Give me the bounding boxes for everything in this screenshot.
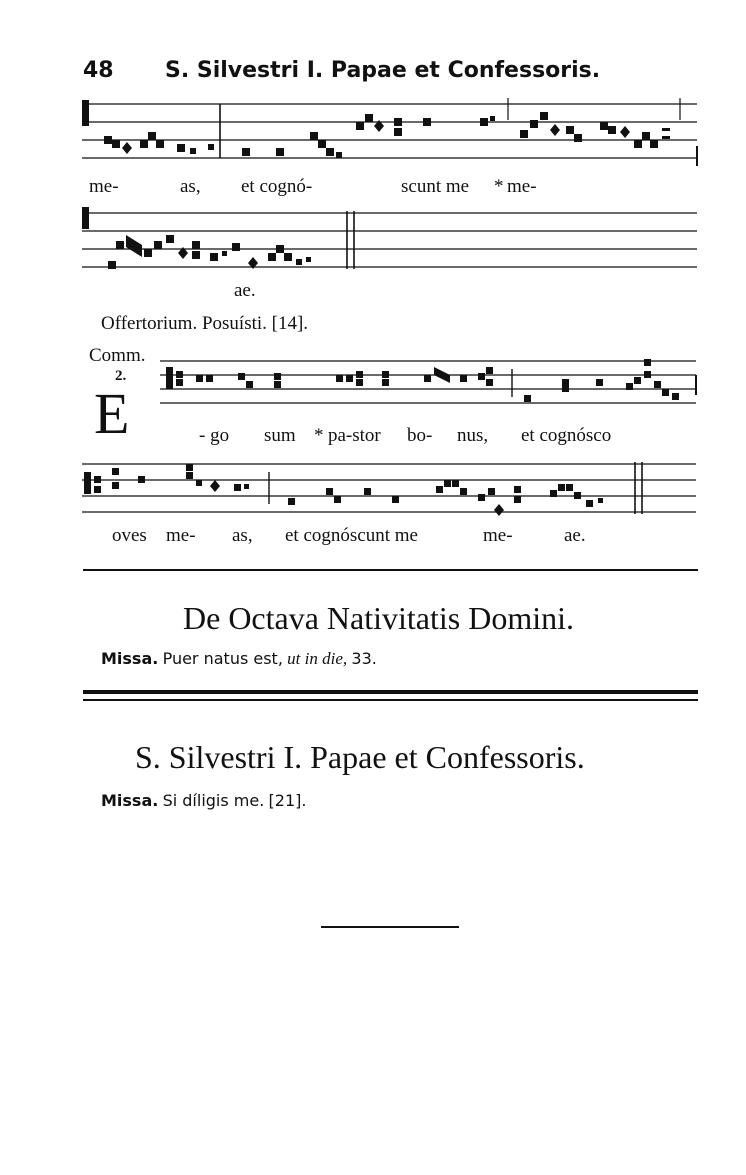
chant-staff-4 — [82, 458, 702, 528]
lyric-syllable: me- — [507, 176, 537, 197]
missa-label: Missa. — [101, 649, 159, 668]
lyric-syllable: et cognó- — [241, 176, 313, 197]
page-number: 48 — [83, 58, 114, 83]
missa-line — [101, 649, 377, 669]
chant-staff-3 — [160, 355, 700, 415]
lyric-syllable: oves — [112, 525, 147, 546]
missa-label: Missa. — [101, 791, 159, 810]
communion-label: Comm. — [89, 345, 146, 366]
lyric-syllable: me- — [89, 176, 119, 197]
missa-text: Si díligis me. — [162, 791, 265, 810]
lyric-syllable: pa-stor — [328, 425, 381, 446]
lyric-asterisk: * — [314, 425, 324, 446]
lyric-syllable: bo- — [407, 425, 433, 446]
missa-reference: 33. — [351, 649, 377, 668]
lyric-syllable: me- — [166, 525, 196, 546]
lyric-syllable: as, — [180, 176, 201, 197]
running-title: S. Silvestri I. Papae et Confessoris. — [165, 58, 601, 83]
missa-line — [101, 791, 306, 811]
missa-italic: ut in die, — [287, 649, 348, 668]
lyric-syllable: scunt me — [401, 176, 470, 197]
drop-cap-initial: E — [94, 381, 130, 446]
lyric-syllable: sum — [264, 425, 296, 446]
missa-text: Puer natus est, — [162, 649, 283, 668]
section-title: S. Silvestri I. Papae et Confessoris. — [135, 739, 585, 775]
lyric-syllable: nus, — [457, 425, 489, 446]
double-rule-top — [83, 690, 698, 694]
lyric-syllable: et cognósco — [521, 425, 612, 446]
lyric-syllable: et cognóscunt me — [285, 525, 418, 546]
section-divider — [83, 569, 698, 571]
end-rule — [321, 926, 459, 928]
lyric-syllable: ae. — [564, 525, 586, 546]
lyric-syllable: ae. — [234, 280, 256, 301]
lyric-syllable: - go — [199, 425, 230, 446]
lyric-syllable: as, — [232, 525, 253, 546]
chant-staff-2 — [82, 205, 702, 275]
offertory-reference: Offertorium. Posuísti. [14]. — [101, 313, 309, 334]
missa-reference: [21]. — [268, 791, 307, 810]
lyric-syllable: me- — [483, 525, 513, 546]
chant-staff-1 — [82, 96, 702, 176]
section-title: De Octava Nativitatis Domini. — [183, 600, 575, 636]
double-rule-bottom — [83, 699, 698, 701]
communion-mode: 2. — [115, 368, 127, 384]
lyric-asterisk: * — [494, 176, 504, 197]
